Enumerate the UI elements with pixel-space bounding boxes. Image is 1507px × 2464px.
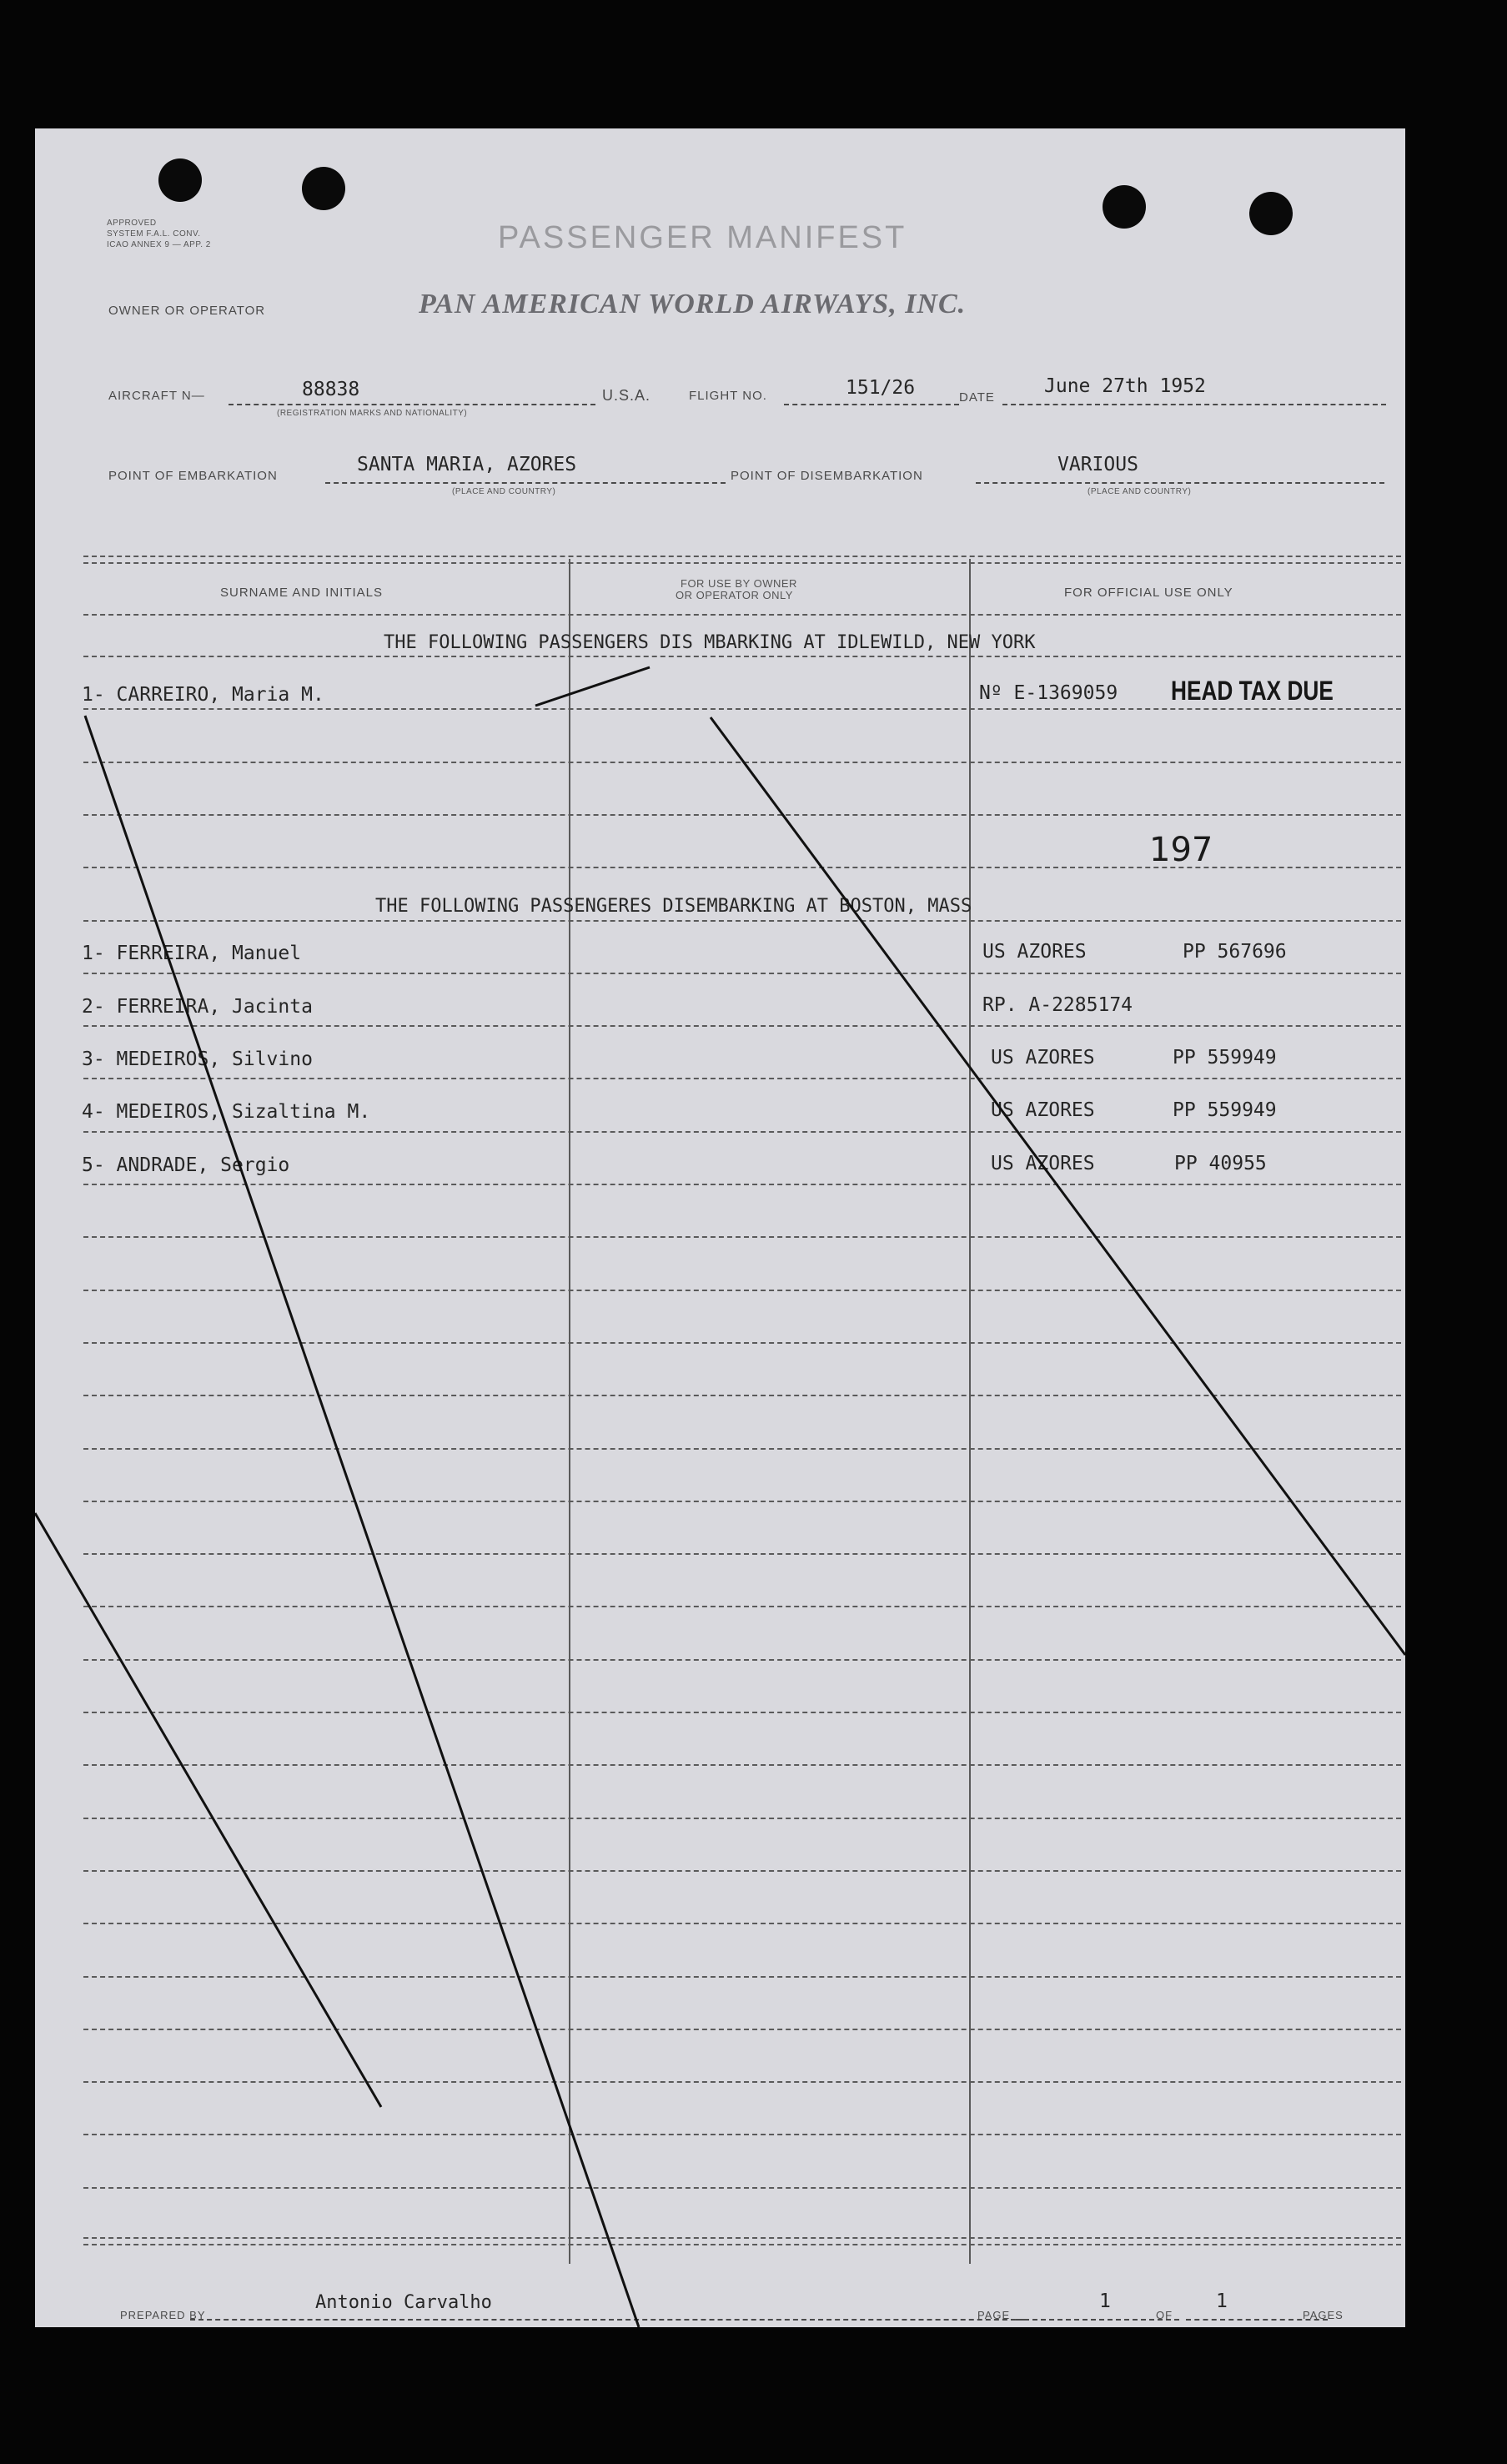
page-label: PAGE: [977, 2309, 1011, 2321]
crossout-stroke-lower-diagonal: [35, 1513, 381, 2107]
of-label: OF: [1156, 2309, 1173, 2321]
passenger-name-boston-4: 4- MEDEIROS, Sizaltina M.: [82, 1101, 371, 1123]
official-number-idlewild-1: Nº E-1369059: [979, 682, 1118, 704]
embarkation-value: SANTA MARIA, AZORES: [357, 454, 577, 475]
embarkation-caption: (PLACE AND COUNTRY): [452, 487, 556, 496]
passport-boston-4: PP 559949: [1173, 1099, 1277, 1121]
column-header-official: FOR OFFICIAL USE ONLY: [1064, 586, 1233, 600]
page-value: 1: [1099, 2291, 1111, 2312]
flight-value: 151/26: [846, 377, 916, 399]
page-number-stamp: 197: [1149, 831, 1213, 869]
approval-line-2: SYSTEM F.A.L. CONV.: [107, 229, 201, 239]
official-entry-boston-5: US AZORES: [991, 1153, 1095, 1174]
crossout-stroke-right-diagonal: [711, 717, 1405, 1655]
aircraft-label: AIRCRAFT N—: [108, 389, 205, 403]
official-entry-boston-4: US AZORES: [991, 1099, 1095, 1121]
manifest-page: [35, 128, 1405, 2327]
usa-label: U.S.A.: [602, 387, 651, 404]
passenger-name-boston-5: 5- ANDRADE, Sergio: [82, 1154, 290, 1176]
owner-value: PAN AMERICAN WORLD AIRWAYS, INC.: [419, 289, 967, 319]
official-entry-boston-2: RP. A-2285174: [982, 994, 1133, 1016]
prepared-by-label: PREPARED BY: [120, 2309, 206, 2321]
passport-boston-5: PP 40955: [1174, 1153, 1267, 1174]
column-header-surname: SURNAME AND INITIALS: [220, 586, 384, 600]
disembarkation-value: VARIOUS: [1057, 454, 1138, 475]
date-value: June 27th 1952: [1044, 375, 1206, 397]
flight-label: FLIGHT NO.: [689, 389, 767, 403]
passenger-name-boston-2: 2- FERREIRA, Jacinta: [82, 996, 313, 1018]
passenger-name-boston-1: 1- FERREIRA, Manuel: [82, 943, 302, 964]
column-header-owner-use-line-2: OR OPERATOR ONLY: [676, 589, 793, 601]
column-header-owner-use-line-1: FOR USE BY OWNER: [681, 577, 797, 590]
prepared-by-value: Antonio Carvalho: [315, 2292, 492, 2313]
disembarkation-label: POINT OF DISEMBARKATION: [731, 469, 923, 483]
official-entry-boston-1: US AZORES: [982, 941, 1087, 963]
passport-boston-1: PP 567696: [1183, 941, 1287, 963]
head-tax-due-stamp: HEAD TAX DUE: [1171, 676, 1334, 706]
crossout-stroke-main-diagonal: [85, 716, 639, 2327]
aircraft-value: 88838: [302, 379, 360, 400]
pages-label: PAGES: [1303, 2309, 1344, 2321]
registration-caption: (REGISTRATION MARKS AND NATIONALITY): [277, 409, 468, 418]
passenger-name-idlewild-1: 1- CARREIRO, Maria M.: [82, 684, 324, 706]
approval-line-3: ICAO ANNEX 9 — APP. 2: [107, 240, 211, 249]
section-heading-idlewild: THE FOLLOWING PASSENGERS DIS MBARKING AT IDLEWILD, NEW YORK: [384, 632, 1036, 653]
official-entry-boston-3: US AZORES: [991, 1047, 1095, 1069]
date-label: DATE: [959, 390, 995, 405]
owner-label: OWNER OR OPERATOR: [108, 304, 266, 318]
page-title: PASSENGER MANIFEST: [498, 220, 907, 255]
passenger-name-boston-3: 3- MEDEIROS, Silvino: [82, 1048, 313, 1070]
crossout-stroke-owner-column: [535, 667, 650, 706]
disembarkation-caption: (PLACE AND COUNTRY): [1088, 487, 1192, 496]
section-heading-boston: THE FOLLOWING PASSENGERES DISEMBARKING AT BOSTON, MASS: [375, 896, 972, 917]
approval-line-1: APPROVED: [107, 219, 157, 228]
embarkation-label: POINT OF EMBARKATION: [108, 469, 278, 483]
passport-boston-3: PP 559949: [1173, 1047, 1277, 1069]
of-value: 1: [1216, 2291, 1228, 2312]
crossout-strokes: [35, 128, 1405, 2327]
